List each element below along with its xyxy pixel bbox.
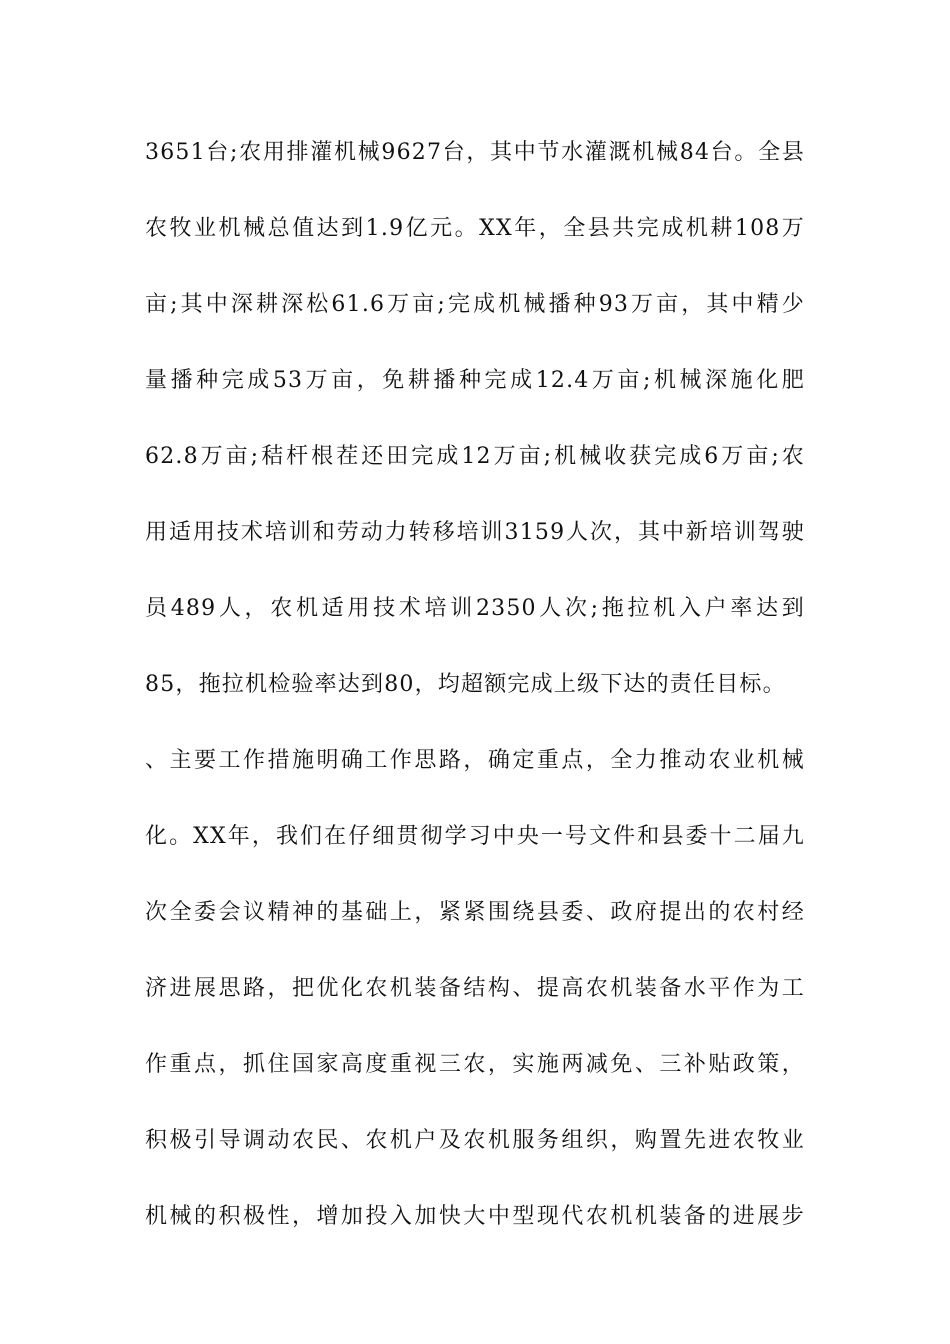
text-line: 济进展思路，把优化农机装备结构、提高农机装备水平作为工	[145, 976, 805, 1001]
text-line: 用适用技术培训和劳动力转移培训3159人次，其中新培训驾驶	[145, 520, 805, 545]
text-line: 积极引导调动农民、农机户及农机服务组织，购置先进农牧业	[145, 1128, 805, 1153]
text-line: 化。XX年，我们在仔细贯彻学习中央一号文件和县委十二届九	[145, 824, 805, 849]
text-line: 量播种完成53万亩，免耕播种完成12.4万亩;机械深施化肥	[145, 368, 805, 393]
text-line: 、主要工作措施明确工作思路，确定重点，全力推动农业机械	[145, 748, 805, 773]
text-line: 员489人，农机适用技术培训2350人次;拖拉机入户率达到	[145, 596, 805, 621]
text-line: 62.8万亩;秸杆根茬还田完成12万亩;机械收获完成6万亩;农	[145, 444, 805, 469]
text-line: 农牧业机械总值达到1.9亿元。XX年，全县共完成机耕108万	[145, 216, 805, 241]
text-line: 作重点，抓住国家高度重视三农，实施两减免、三补贴政策，	[145, 1052, 805, 1077]
text-line: 亩;其中深耕深松61.6万亩;完成机械播种93万亩，其中精少	[145, 292, 805, 317]
text-line: 3651台;农用排灌机械9627台，其中节水灌溉机械84台。全县	[145, 140, 805, 165]
text-line: 85，拖拉机检验率达到80，均超额完成上级下达的责任目标。	[145, 672, 786, 697]
text-line: 次全委会议精神的基础上，紧紧围绕县委、政府提出的农村经	[145, 900, 805, 925]
body-text	[145, 133, 810, 1273]
text-line: 机械的积极性，增加投入加快大中型现代农机机装备的进展步	[145, 1204, 805, 1229]
